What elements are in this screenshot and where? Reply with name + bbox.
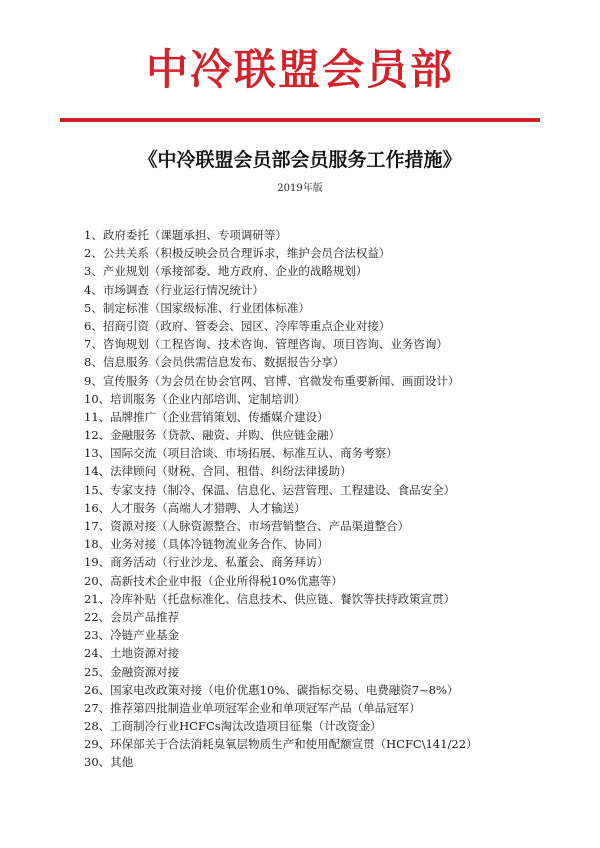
document-edition: 2019年版 bbox=[277, 183, 323, 194]
list-item: 8、信息服务（会员供需信息发布、数据报告分享） bbox=[84, 355, 345, 370]
list-item: 6、招商引资（政府、管委会、园区、冷库等重点企业对接） bbox=[84, 318, 391, 333]
list-item: 4、市场调查（行业运行情况统计） bbox=[84, 282, 264, 297]
list-item: 25、金融资源对接 bbox=[84, 664, 180, 679]
list-item: 16、人才服务（高端人才猎聘、人才输送） bbox=[84, 500, 306, 515]
header-divider bbox=[60, 118, 540, 122]
list-item: 1、政府委托（课题承担、专项调研等） bbox=[84, 228, 287, 242]
list-item: 26、国家电改政策对接（电价优惠10%、碳指标交易、电费融资7~8%） bbox=[84, 682, 459, 697]
list-item: 20、高新技术企业申报（企业所得税10%优惠等） bbox=[84, 573, 343, 588]
list-item: 24、土地资源对接 bbox=[84, 646, 180, 661]
list-item: 17、资源对接（人脉资源整合、市场营销整合、产品渠道整合） bbox=[84, 519, 410, 533]
list-item: 15、专家支持（制冷、保温、信息化、运营管理、工程建设、食品安全） bbox=[84, 482, 456, 497]
list-item: 23、冷链产业基金 bbox=[84, 628, 180, 643]
list-item: 14、法律顾问（财税、合同、租借、纠纷法律援助） bbox=[84, 464, 352, 479]
list-item: 18、业务对接（具体冷链物流业务合作、协同） bbox=[84, 537, 329, 552]
list-item: 2、公共关系（积极反映会员合理诉求，维护会员合法权益） bbox=[84, 246, 391, 261]
list-item: 13、国际交流（项目洽谈、市场拓展、标准互认、商务考察） bbox=[84, 446, 398, 461]
service-measures-list bbox=[84, 226, 478, 772]
masthead-title: 中冷联盟会员部 bbox=[145, 45, 454, 94]
list-item: 27、推荐第四批制造业单项冠军企业和单项冠军产品（单品冠军） bbox=[84, 700, 421, 715]
list-item: 11、品牌推广（企业营销策划、传播媒介建设） bbox=[84, 409, 329, 424]
document-title: 《中冷联盟会员部会员服务工作措施》 bbox=[138, 149, 462, 171]
list-item: 9、宣传服务（为会员在协会官网、官博、官微发布重要新闻、画面设计） bbox=[84, 373, 460, 388]
list-item: 29、环保部关于合法消耗臭氧层物质生产和使用配额宣贯（HCFC\141/22） bbox=[84, 737, 478, 752]
list-item: 28、工商制冷行业HCFCs淘汰改造项目征集（计改资金） bbox=[84, 719, 382, 734]
list-item: 19、商务活动（行业沙龙、私董会、商务拜访） bbox=[84, 555, 329, 570]
list-item: 12、金融服务（贷款、融资、并购、供应链金融） bbox=[84, 428, 341, 443]
list-item: 7、咨询规划（工程咨询、技术咨询、管理咨询、项目咨询、业务咨询） bbox=[84, 337, 448, 352]
list-item: 22、会员产品推荐 bbox=[84, 609, 180, 624]
list-item: 10、培训服务（企业内部培训、定制培训） bbox=[84, 391, 306, 406]
list-item: 5、制定标准（国家级标准、行业团体标准） bbox=[84, 300, 310, 315]
list-item: 30、其他 bbox=[84, 755, 134, 770]
list-item: 3、产业规划（承接部委、地方政府、企业的战略规划） bbox=[84, 264, 368, 279]
list-item: 21、冷库补贴（托盘标准化、信息技术、供应链、餐饮等扶持政策宣贯） bbox=[84, 591, 456, 606]
